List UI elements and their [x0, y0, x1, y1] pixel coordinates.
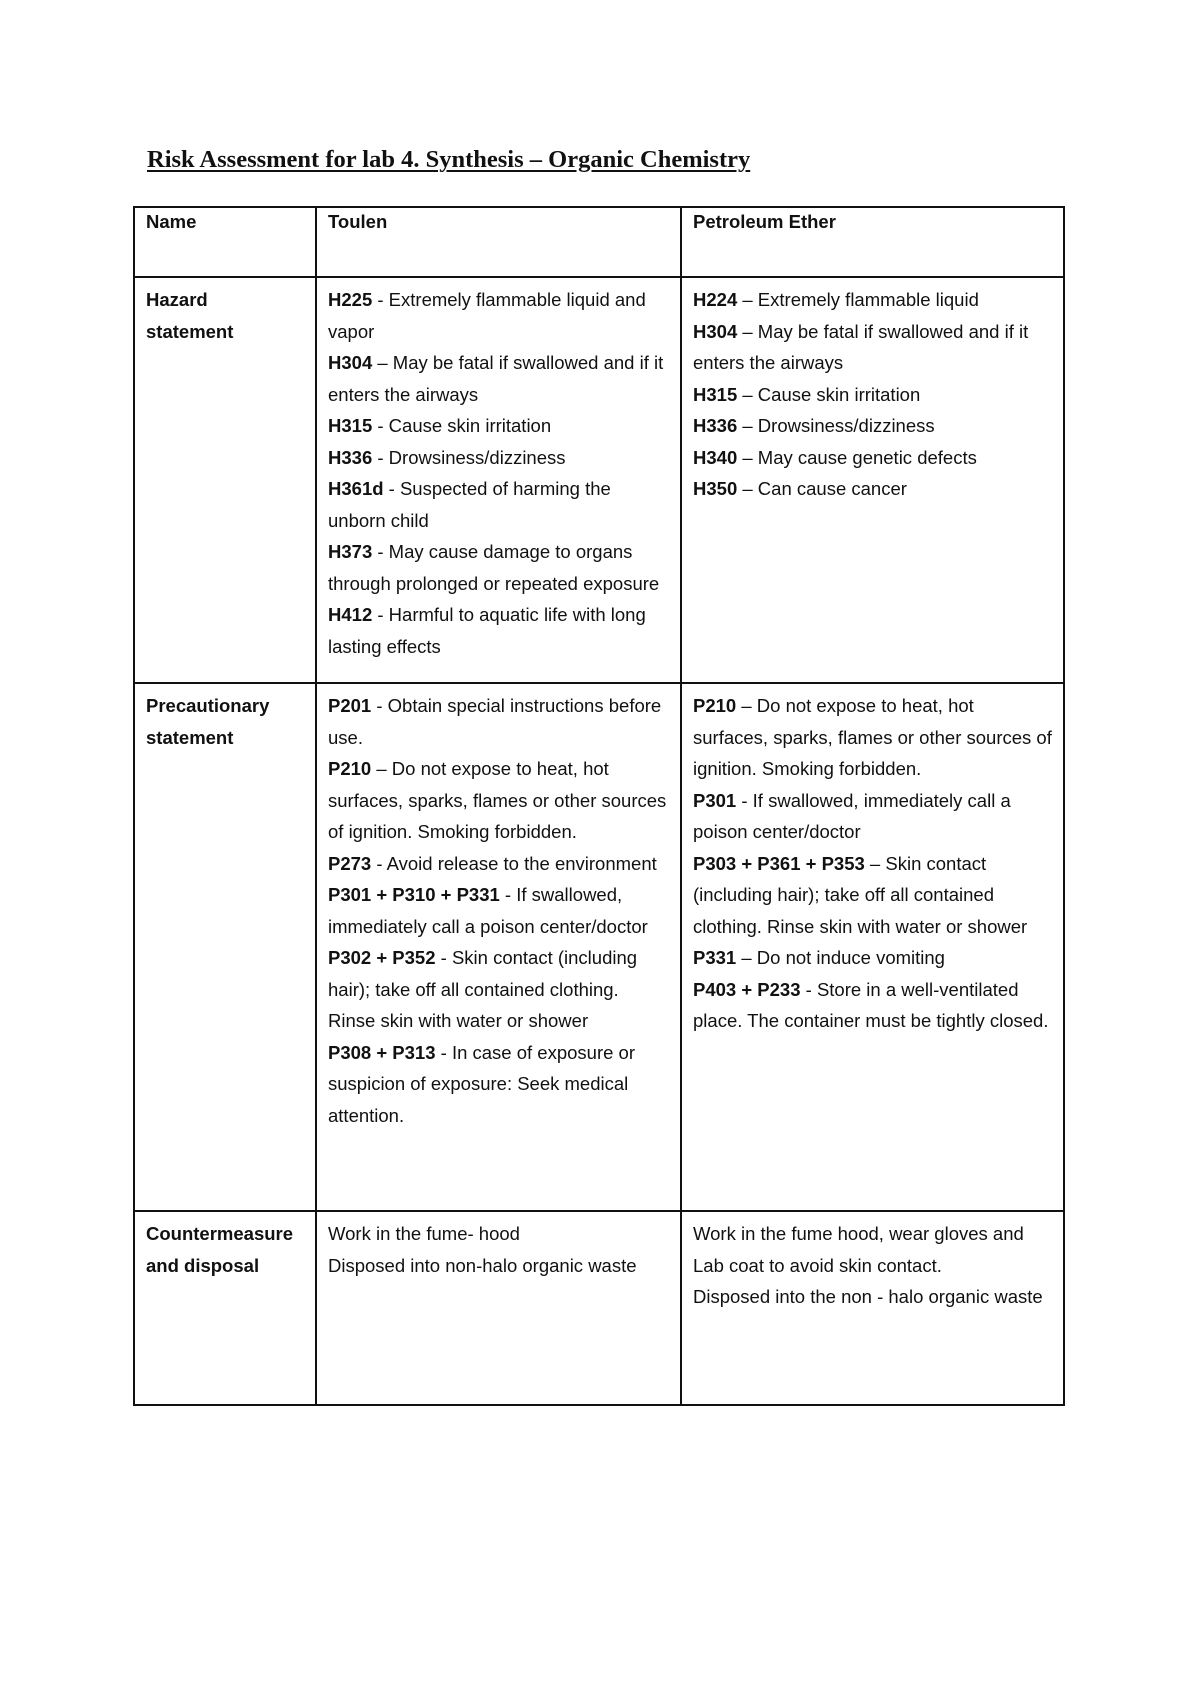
statement-code: H350 — [693, 478, 738, 499]
table-header-row — [134, 207, 1064, 277]
statement-code: H412 — [328, 604, 373, 625]
statement-entry — [328, 410, 670, 442]
statement-code: H304 — [328, 352, 373, 373]
statement-entry — [693, 379, 1053, 411]
statement-entry — [328, 284, 670, 347]
header-name-label: Name — [134, 207, 316, 277]
statement-code: H315 — [328, 415, 373, 436]
header-toulen: Toulen — [316, 207, 681, 277]
statement-text: - Cause skin irritation — [372, 415, 552, 436]
countermeasure-toulen-cell — [316, 1211, 681, 1405]
statement-entry — [328, 442, 670, 474]
statement-code: P301 + P310 + P331 — [328, 884, 500, 905]
statement-code: H224 — [693, 289, 738, 310]
risk-assessment-table — [133, 206, 1065, 1406]
precautionary-label-line2: statement — [146, 726, 234, 748]
statement-code: P210 — [328, 758, 372, 779]
statement-text: – Drowsiness/dizziness — [737, 415, 935, 436]
countermeasure-row — [134, 1211, 1064, 1405]
statement-code: P201 — [328, 695, 372, 716]
statement-code: P273 — [328, 852, 372, 874]
statement-code: P301 — [693, 789, 737, 811]
statement-text: - May cause damage to organs through prolonged or repeated exposure — [328, 541, 660, 594]
statement-entry — [328, 848, 670, 880]
statement-entry — [328, 879, 670, 942]
precautionary-label-line1: Precautionary — [146, 695, 270, 716]
countermeasure-label-line1: Countermeasure — [146, 1223, 294, 1244]
statement-text: – May be fatal if swallowed and if it enters the airways — [328, 352, 664, 405]
statement-code: H336 — [328, 446, 373, 468]
statement-code: H336 — [693, 415, 738, 436]
statement-code: H373 — [328, 541, 373, 562]
hazard-toulen-cell — [316, 277, 681, 683]
statement-code: P308 + P313 — [328, 1041, 436, 1063]
statement-text: – Can cause cancer — [737, 478, 907, 499]
countermeasure-petroleum-line: Work in the fume hood, wear gloves and Lab coat to avoid skin contact. — [693, 1223, 1024, 1276]
statement-text: - Obtain special instructions before use. — [328, 695, 662, 748]
statement-code: P302 + P352 — [328, 947, 436, 968]
precautionary-label — [134, 683, 316, 1211]
statement-text: - If swallowed, immediately call a poison center/doctor — [328, 884, 648, 937]
statement-code: H315 — [693, 383, 738, 405]
statement-code: H340 — [693, 446, 738, 468]
statement-text: – Do not expose to heat, hot surfaces, sparks, flames or other sources of ignition. Smoking forbidden. — [328, 758, 667, 842]
statement-entry — [328, 690, 670, 753]
statement-text: – May cause genetic defects — [737, 446, 977, 468]
statement-text: – Cause skin irritation — [737, 383, 921, 405]
statement-entry — [328, 942, 670, 1037]
statement-text: – Skin contact (including hair); take off all contained clothing. Rinse skin with water or shower — [693, 852, 1028, 937]
statement-entry — [328, 347, 670, 410]
statement-code: P331 — [693, 947, 737, 968]
precautionary-petroleum-cell — [681, 683, 1064, 1211]
statement-code: P403 + P233 — [693, 978, 801, 1000]
statement-entry — [693, 942, 1053, 974]
statement-entry — [328, 536, 670, 599]
statement-text: – Extremely flammable liquid — [737, 289, 979, 310]
statement-code: P303 + P361 + P353 — [693, 852, 865, 874]
statement-code: H304 — [693, 320, 738, 342]
statement-entry — [693, 284, 1053, 316]
countermeasure-label — [134, 1211, 316, 1405]
countermeasure-petroleum-cell — [681, 1211, 1064, 1405]
statement-entry — [328, 753, 670, 848]
statement-text: - Skin contact (including hair); take off all contained clothing. Rinse skin with water or shower — [328, 947, 638, 1031]
hazard-label-line1: Hazard — [146, 289, 208, 310]
statement-entry — [693, 848, 1053, 943]
header-petroleum-ether: Petroleum Ether — [681, 207, 1064, 277]
statement-code: H361d — [328, 478, 384, 499]
statement-entry — [693, 974, 1053, 1037]
document-title: Risk Assessment for lab 4. Synthesis – Organic Chemistry — [147, 146, 751, 173]
statement-code: H225 — [328, 289, 373, 310]
statement-entry — [328, 473, 670, 536]
statement-text: – May be fatal if swallowed and if it enters the airways — [693, 320, 1029, 373]
statement-code: P210 — [693, 695, 737, 716]
precautionary-toulen-cell — [316, 683, 681, 1211]
hazard-label — [134, 277, 316, 683]
statement-text: - Avoid release to the environment — [371, 852, 657, 874]
statement-entry — [693, 410, 1053, 442]
statement-entry — [693, 442, 1053, 474]
statement-text: - Store in a well-ventilated place. The container must be tightly closed. — [693, 978, 1049, 1031]
statement-text: - Suspected of harming the unborn child — [328, 478, 611, 531]
precautionary-row — [134, 683, 1064, 1211]
statement-text: – Do not induce vomiting — [736, 947, 945, 968]
hazard-label-line2: statement — [146, 320, 234, 342]
countermeasure-label-line2: and disposal — [146, 1254, 260, 1276]
statement-entry — [693, 473, 1053, 505]
hazard-petroleum-cell — [681, 277, 1064, 683]
statement-text: - Drowsiness/dizziness — [372, 446, 566, 468]
statement-text: – Do not expose to heat, hot surfaces, sparks, flames or other sources of ignition. Smoking forbidden. — [693, 695, 1052, 779]
statement-text: - Extremely flammable liquid and vapor — [328, 289, 646, 342]
statement-entry — [328, 599, 670, 662]
statement-text: - If swallowed, immediately call a poison center/doctor — [693, 789, 1011, 842]
statement-entry — [693, 316, 1053, 379]
countermeasure-petroleum-line: Disposed into the non - halo organic waste — [693, 1286, 1043, 1307]
hazard-row — [134, 277, 1064, 683]
statement-text: - Harmful to aquatic life with long lasting effects — [328, 604, 646, 657]
countermeasure-toulen-line: Work in the fume- hood — [328, 1223, 520, 1244]
countermeasure-toulen-line: Disposed into non-halo organic waste — [328, 1254, 637, 1276]
statement-entry — [693, 690, 1053, 785]
statement-entry — [328, 1037, 670, 1132]
statement-text: - In case of exposure or suspicion of exposure: Seek medical attention. — [328, 1041, 635, 1126]
statement-entry — [693, 785, 1053, 848]
